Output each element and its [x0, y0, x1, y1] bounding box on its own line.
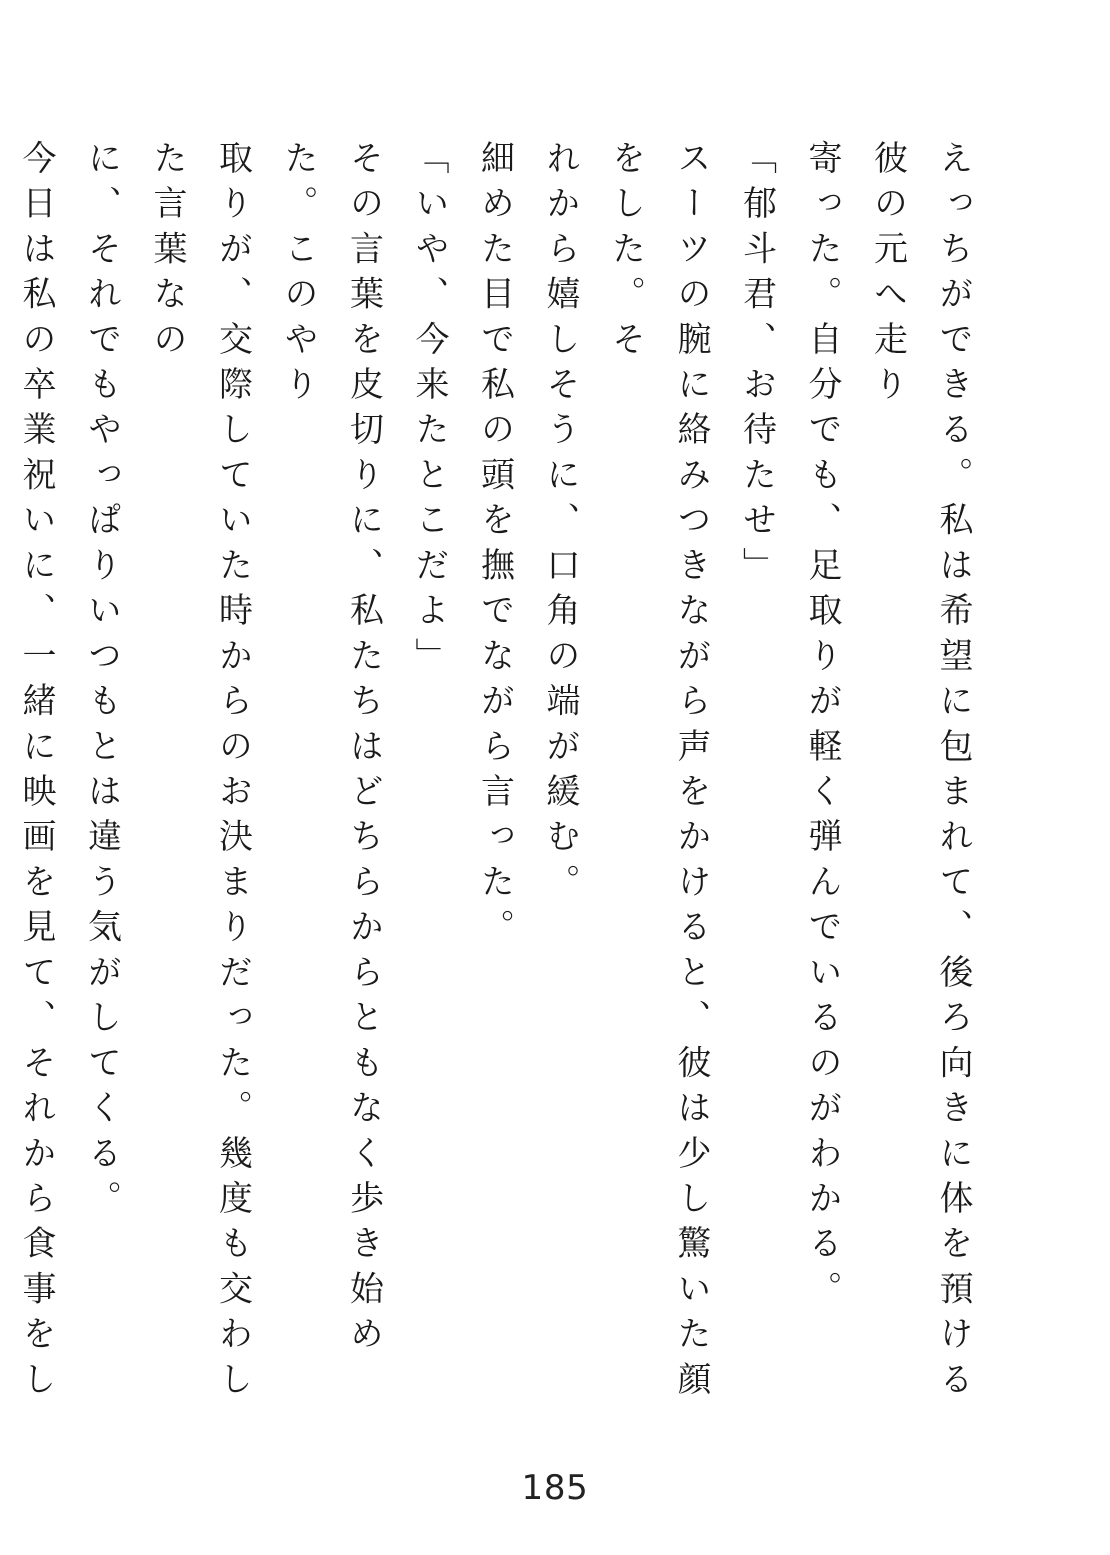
text-line: その言葉を皮切りに、私たちはどちらからともなく歩き始めた。このやり — [278, 140, 384, 1361]
text-line: 寄った。自分でも、足取りが軽く弾んでいるのがわかる。 — [802, 140, 842, 1316]
text-line: 「郁斗君、お待たせ」 — [736, 140, 777, 593]
text-line: 細めた目で私の頭を撫でながら言った。 — [474, 140, 515, 954]
text-line: れから嬉しそうに、口角の端が緩む。 — [540, 140, 580, 909]
text-line: スーツの腕に絡みつきながら声をかけると、彼は少し驚いた顔をした。そ — [605, 140, 711, 1407]
page-number: 185 — [521, 1468, 589, 1508]
text-line: えっちができる。私は希望に包まれて、後ろ向きに体を預ける彼の元へ走り — [867, 140, 973, 1407]
text-line: 「いや、今来たとこだよ」 — [409, 140, 449, 683]
text-line: 今日は私の卒業祝いに、一緒に映画を見て、それから食事をし — [16, 140, 56, 1407]
text-line: 取りが、交際していた時からのお決まりだった。幾度も交わした言葉なの — [147, 140, 253, 1407]
vertical-text-body — [16, 140, 985, 1410]
text-line: に、それでもやっぱりいつもとは違う気がしてくる。 — [81, 140, 122, 1226]
